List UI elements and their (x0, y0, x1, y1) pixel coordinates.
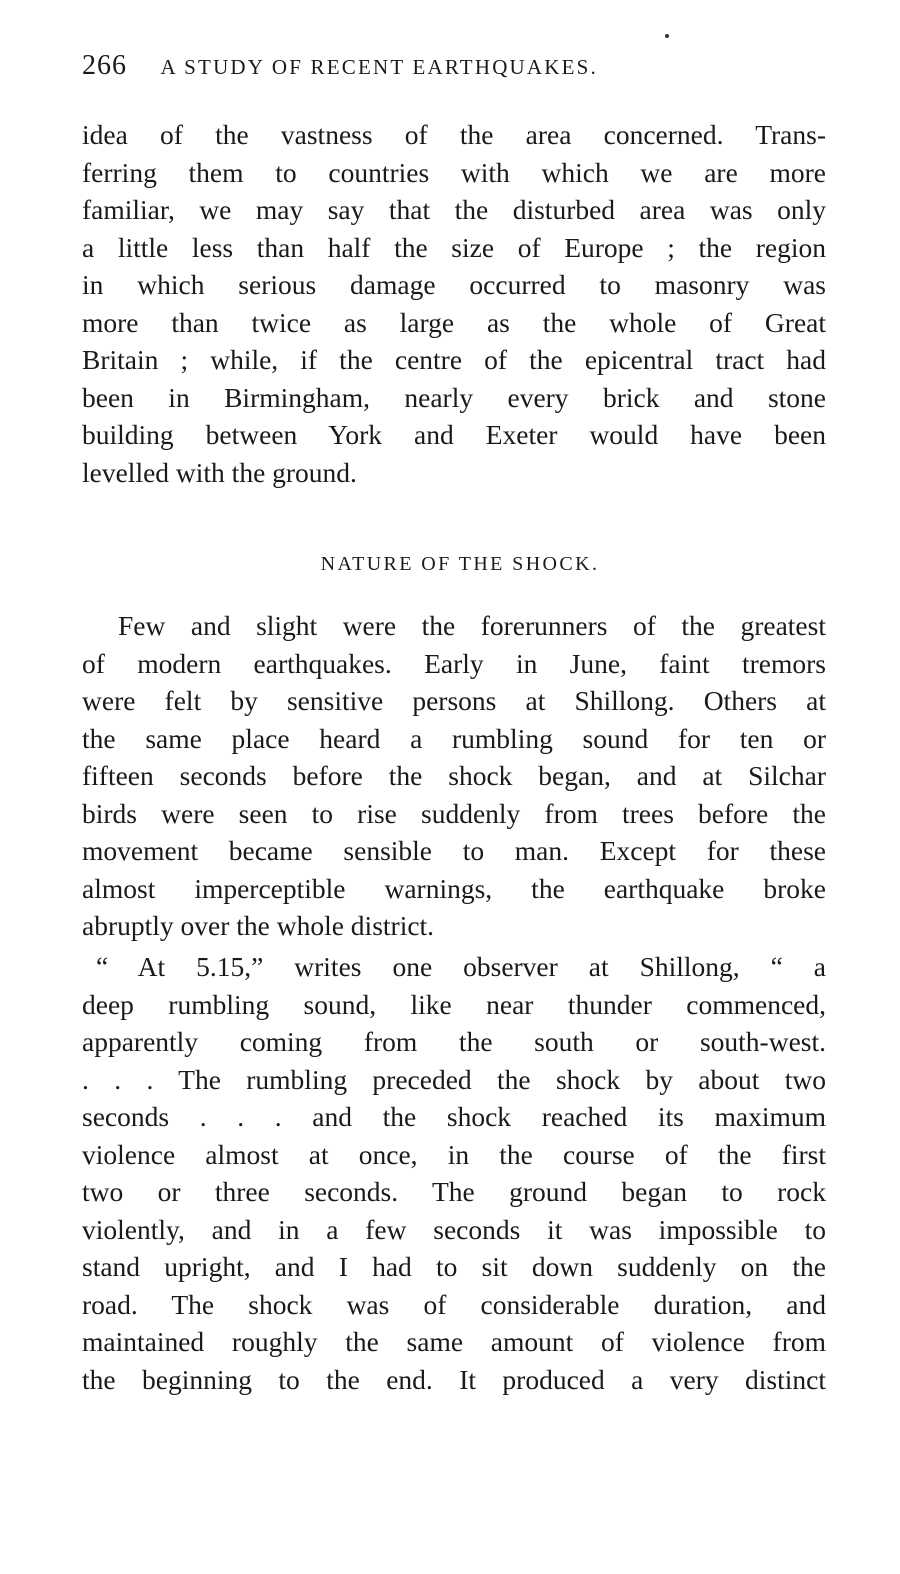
text-line: in which serious damage occurred to masonry was (82, 269, 826, 300)
section-heading: NATURE OF THE SHOCK. (320, 553, 600, 575)
text-line: “ At 5.15,” writes one observer at Shillong, “ a (96, 951, 826, 982)
text-line: . . . The rumbling preceded the shock by about two (82, 1063, 826, 1095)
text-line: fifteen seconds before the shock began, and at Silchar (82, 760, 826, 791)
text-line: violence almost at once, in the course of the first (82, 1138, 826, 1170)
running-title: A STUDY OF RECENT EARTHQUAKES. (160, 55, 599, 79)
text-line: seconds . . . and the shock reached its maximum (82, 1101, 826, 1132)
text-line: road. The shock was of considerable duration, and (82, 1288, 826, 1320)
text-line: Britain ; while, if the centre of the epicentral tract had (82, 344, 826, 375)
text-line: almost imperceptible warnings, the earthquake broke (82, 872, 826, 904)
text-line: abruptly over the whole district. (82, 910, 435, 941)
text-line: stand upright, and I had to sit down suddenly on the (82, 1251, 826, 1282)
text-line: more than twice as large as the whole of Great (82, 306, 826, 338)
paragraph-forerunners (82, 607, 826, 945)
text-line: the same place heard a rumbling sound for ten or (82, 722, 826, 754)
paragraph-observer-quote (82, 948, 826, 1398)
print-speck (665, 34, 669, 38)
paragraph-vastness (82, 116, 826, 491)
text-line: violently, and in a few seconds it was impossible to (82, 1213, 826, 1245)
text-line: maintained roughly the same amount of violence from (82, 1326, 826, 1357)
text-line: deep rumbling sound, like near thunder commenced, (82, 988, 826, 1020)
text-line: ferring them to countries with which we are more (82, 156, 826, 188)
text-line: Few and slight were the forerunners of the greatest (118, 610, 826, 641)
text-line: two or three seconds. The ground began to rock (82, 1176, 826, 1207)
text-line: levelled with the ground. (82, 456, 357, 488)
text-line: were felt by sensitive persons at Shillong. Others at (82, 685, 826, 716)
text-line: the beginning to the end. It produced a very distinct (82, 1363, 826, 1395)
text-line: a little less than half the size of Europe ; the region (82, 231, 826, 263)
text-line: apparently coming from the south or south-west. (82, 1026, 826, 1057)
text-line: birds were seen to rise suddenly from trees before the (82, 797, 826, 829)
text-line: been in Birmingham, nearly every brick and stone (82, 381, 826, 413)
running-head (82, 50, 742, 82)
text-line: of modern earthquakes. Early in June, faint tremors (82, 647, 826, 679)
text-line: idea of the vastness of the area concerned. Trans- (82, 119, 826, 150)
text-line: movement became sensible to man. Except for these (82, 835, 826, 866)
text-line: familiar, we may say that the disturbed area was only (82, 194, 826, 225)
text-line: building between York and Exeter would have been (82, 419, 826, 450)
page-number: 266 (82, 50, 127, 81)
